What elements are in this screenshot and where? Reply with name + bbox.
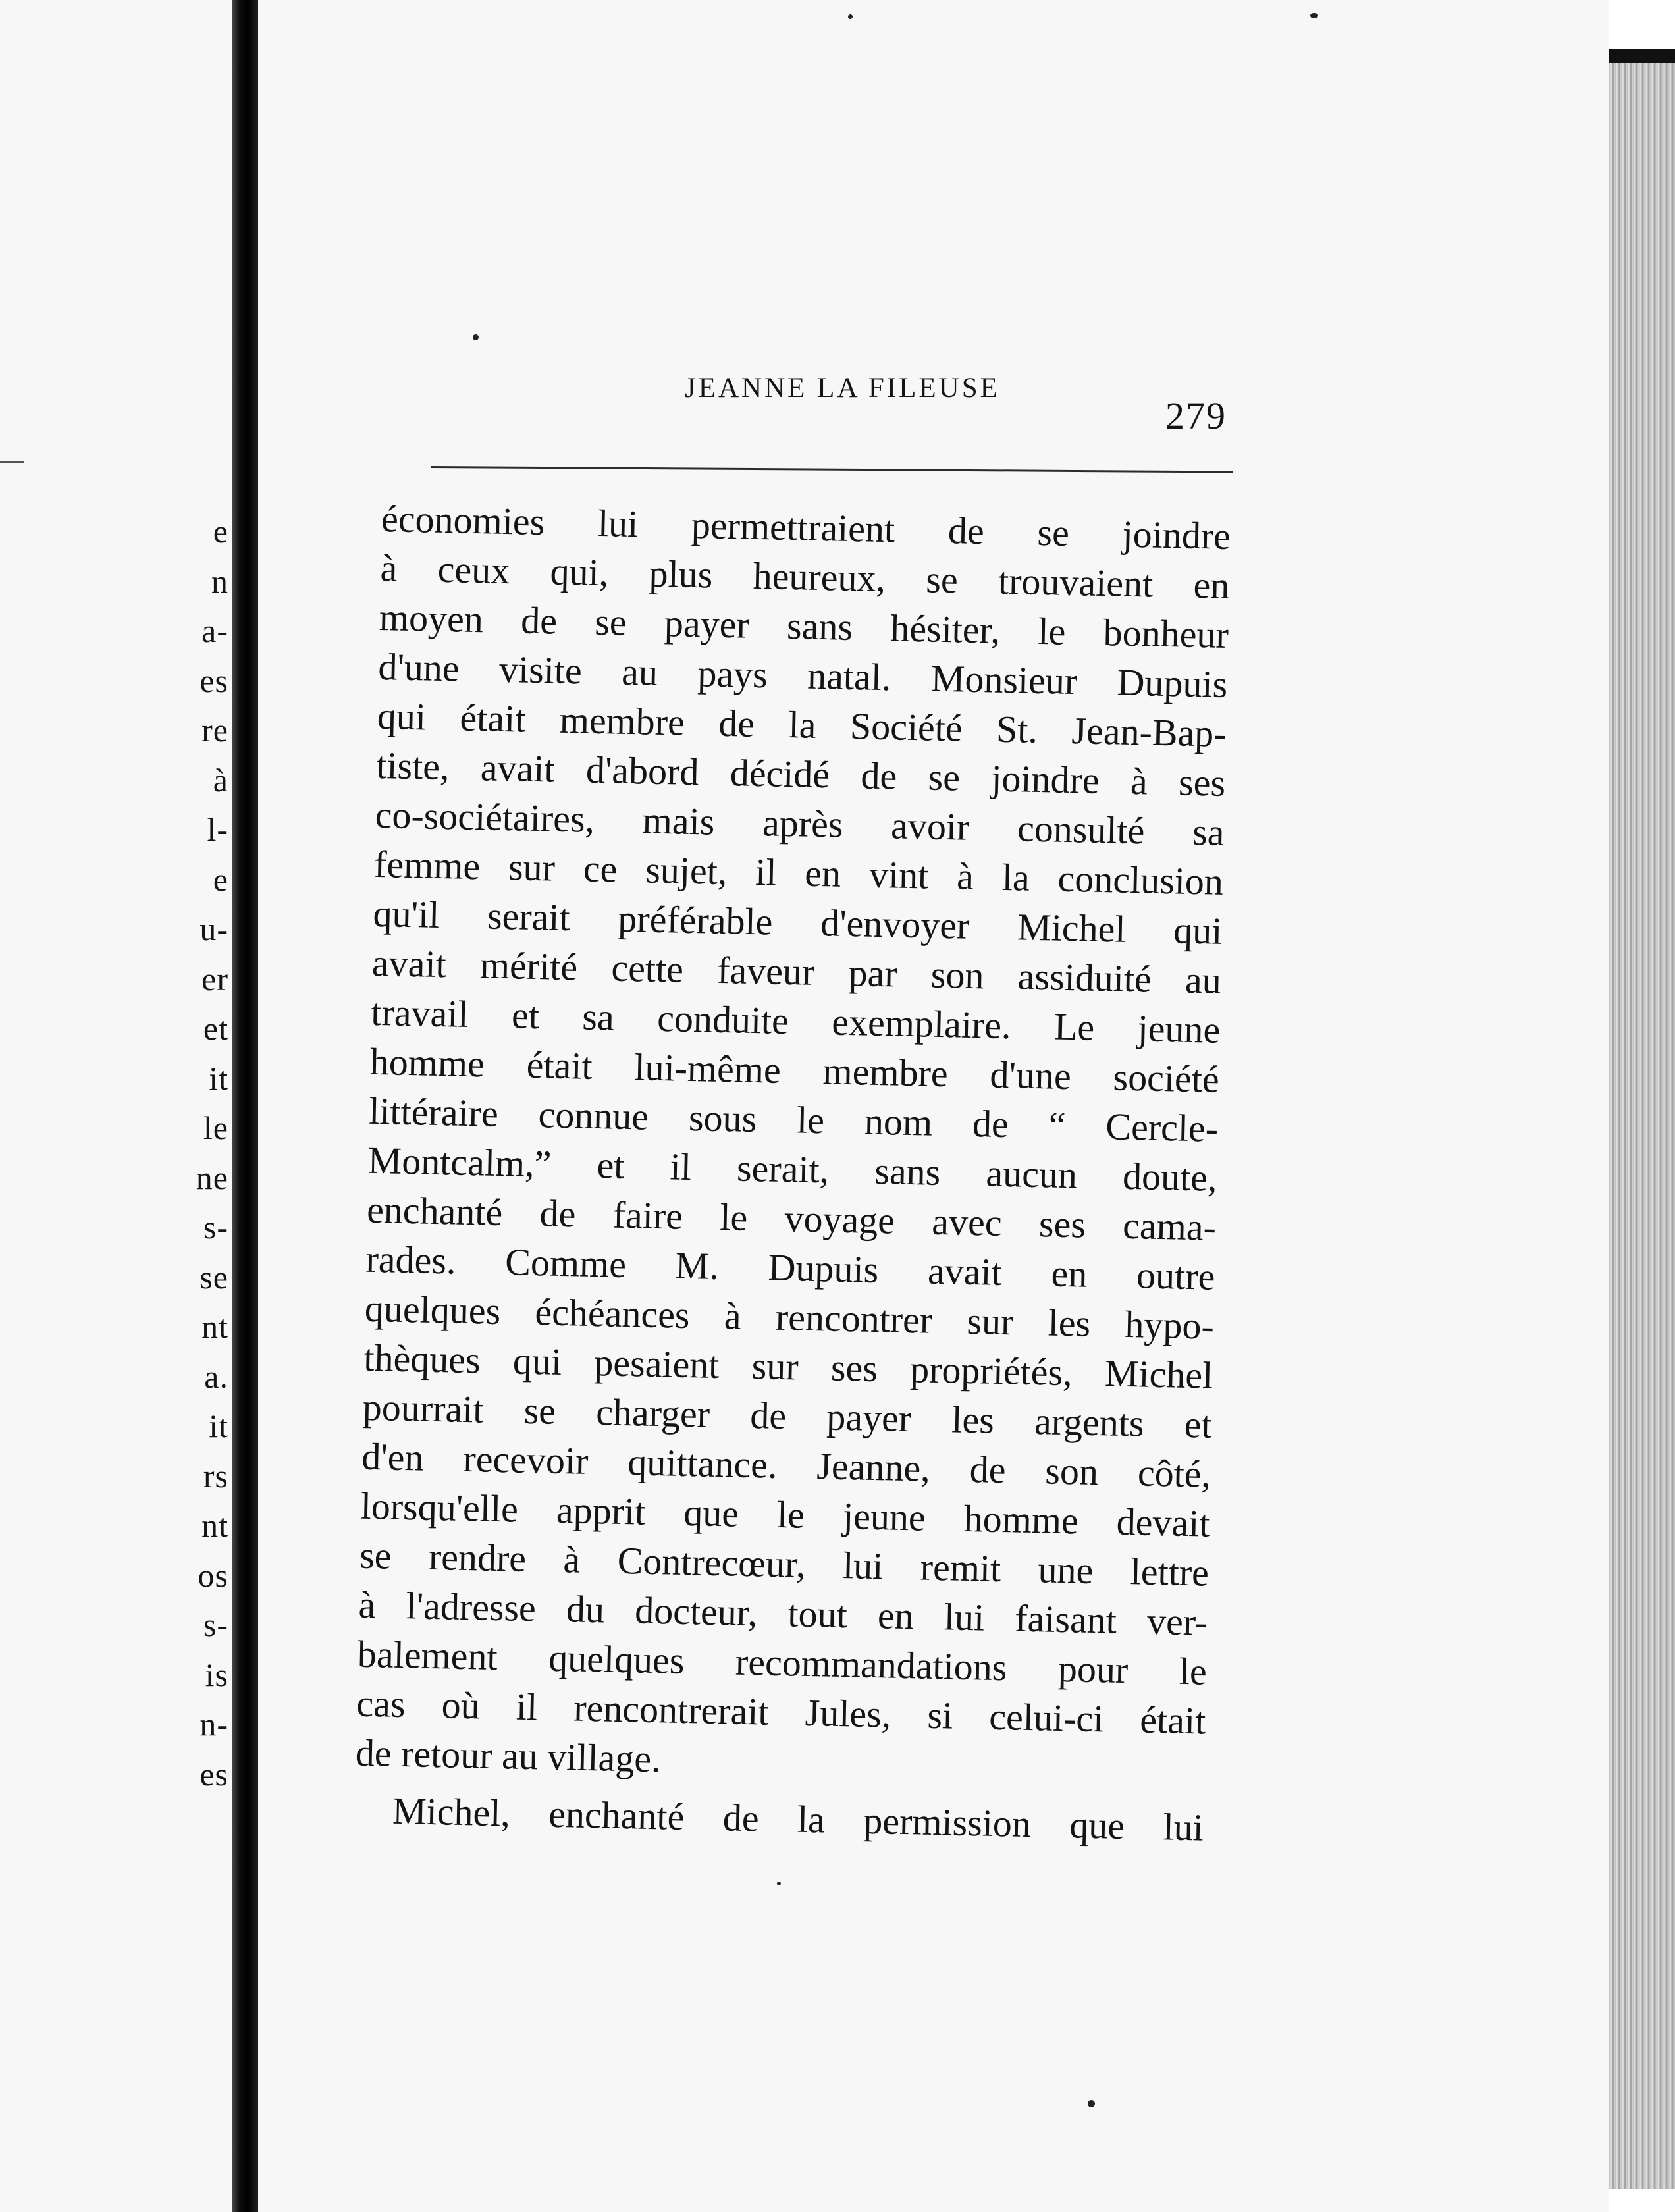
line-fragment: es: [199, 1755, 228, 1793]
line-fragment: ne: [196, 1159, 228, 1196]
text-line: à l'adresse du docteur, tout en lui faisant ver-: [358, 1583, 1209, 1644]
text-line: économies lui permettraient de se joindre: [381, 496, 1231, 558]
text-line: Montcalm,” et il serait, sans aucun doute,: [367, 1138, 1218, 1199]
text-line: pourrait se charger de payer les argents et: [362, 1385, 1213, 1446]
line-fragment: a-: [201, 612, 228, 649]
scan-speck: [848, 14, 853, 19]
text-line: femme sur ce sujet, il en vint à la conclusion: [373, 842, 1224, 903]
page-block-edge: [1609, 63, 1675, 2189]
line-fragment: is: [205, 1656, 228, 1693]
line-fragment: a.: [204, 1357, 228, 1395]
text-line: co-sociétaires, mais après avoir consulté sa: [375, 793, 1225, 854]
text-line: avait mérité cette faveur par son assiduité au: [371, 941, 1222, 1002]
page-block-top-shadow: [1609, 49, 1675, 64]
text-line: rades. Comme M. Dupuis avait en outre: [365, 1237, 1216, 1298]
book-gutter: [232, 0, 258, 2212]
previous-page-rule: [0, 461, 24, 463]
text-line: travail et sa conduite exemplaire. Le jeune: [370, 990, 1221, 1051]
text-line: d'une visite au pays natal. Monsieur Dupuis: [377, 645, 1228, 706]
line-fragment: u-: [199, 910, 228, 947]
line-fragment: nt: [201, 1507, 228, 1544]
previous-page-line-fragments: [196, 507, 228, 1799]
line-fragment: se: [199, 1258, 228, 1296]
text-line: homme était lui-même membre d'une société: [369, 1040, 1220, 1101]
line-fragment: os: [198, 1556, 228, 1594]
line-fragment: et: [203, 1010, 228, 1047]
text-line: enchanté de faire le voyage avec ses cama-: [366, 1188, 1217, 1249]
line-fragment: n-: [199, 1706, 228, 1743]
text-line: de retour au village.: [355, 1731, 662, 1781]
text-line: moyen de se payer sans hésiter, le bonheur: [379, 595, 1229, 656]
text-line: d'en recevoir quittance. Jeanne, de son côté,: [361, 1435, 1211, 1496]
text-line: Michel, enchanté de la permission que lui: [392, 1789, 1204, 1849]
running-title: JEANNE LA FILEUSE: [685, 373, 1000, 404]
line-fragment: à: [213, 761, 228, 799]
text-line: qu'il serait préférable d'envoyer Michel qui: [372, 891, 1223, 953]
scan-speck: [777, 1882, 781, 1885]
line-fragment: it: [209, 1059, 228, 1097]
page-number: 279: [1165, 394, 1227, 437]
line-fragment: er: [201, 960, 228, 997]
line-fragment: l-: [207, 811, 228, 848]
line-fragment: n: [211, 562, 228, 600]
line-fragment: es: [199, 662, 228, 699]
scan-speck: [1088, 2100, 1095, 2107]
line-fragment: e: [213, 860, 228, 898]
text-line: cas où il rencontrerait Jules, si celui-ci était: [356, 1681, 1206, 1743]
text-line: à ceux qui, plus heureux, se trouvaient en: [379, 546, 1231, 607]
line-fragment: s-: [203, 1606, 228, 1643]
scan-speck: [1310, 13, 1318, 18]
line-fragment: s-: [203, 1209, 228, 1246]
text-line: balement quelques recommandations pour le: [357, 1632, 1208, 1693]
text-line: quelques échéances à rencontrer sur les hypo-: [364, 1286, 1215, 1348]
text-line: tiste, avait d'abord décidé de se joindre à ses: [375, 743, 1226, 804]
text-line: lorsqu'elle apprit que le jeune homme devait: [360, 1484, 1211, 1545]
text-line: qui était membre de la Société St. Jean-Bap-: [377, 694, 1227, 755]
line-fragment: nt: [201, 1308, 228, 1345]
line-fragment: rs: [203, 1457, 228, 1494]
text-line: thèques qui pesaient sur ses propriétés, Michel: [363, 1336, 1213, 1397]
text-line: littéraire connue sous le nom de “ Cercle-: [368, 1089, 1219, 1150]
scan-speck: [473, 334, 479, 340]
line-fragment: it: [209, 1408, 228, 1444]
line-fragment: re: [201, 712, 228, 749]
previous-page-fragment: [0, 0, 240, 2212]
text-line: se rendre à Contrecœur, lui remit une lettre: [359, 1533, 1210, 1594]
body-text: [354, 494, 1231, 1853]
line-fragment: le: [203, 1109, 228, 1146]
line-fragment: e: [213, 513, 228, 550]
